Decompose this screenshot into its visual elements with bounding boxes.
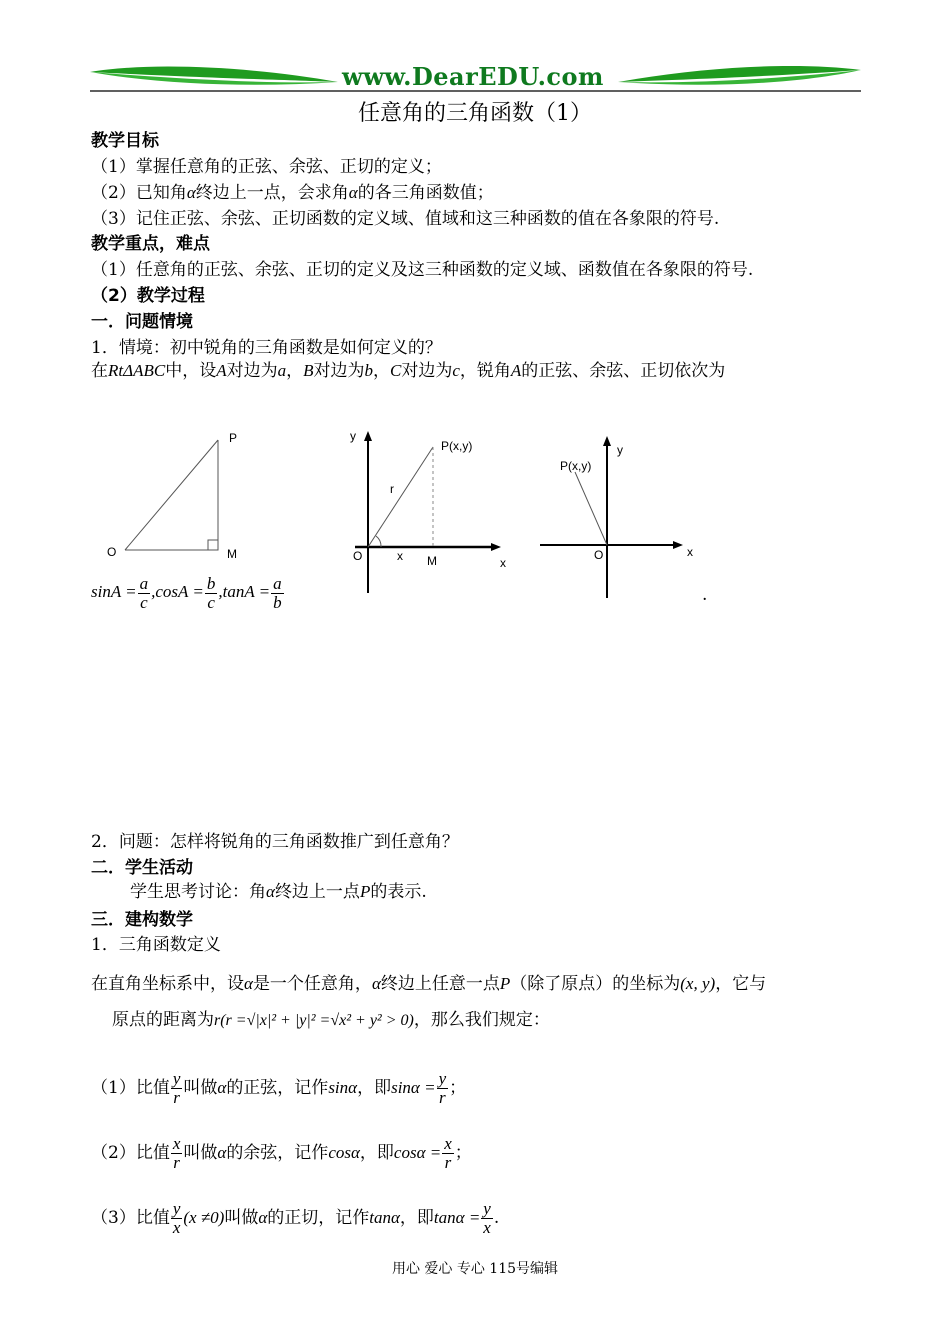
text: 终边上一点，会求角	[195, 183, 349, 203]
denominator: c	[140, 592, 148, 612]
section2-text	[130, 881, 427, 903]
label-O: O	[353, 549, 363, 563]
numerator: a	[139, 573, 149, 593]
var-C: C	[389, 361, 402, 380]
trailing-period: .	[702, 585, 708, 605]
label-P: P	[229, 431, 238, 445]
section1-q1: 1．情境：初中锐角的三角函数是如何定义的？	[91, 338, 442, 358]
alpha-symbol: α	[371, 974, 381, 993]
label-r: r	[390, 482, 394, 496]
section1-q2: 2．问题：怎样将锐角的三角函数推广到任意角？	[91, 832, 459, 852]
label-M: M	[427, 554, 437, 568]
text: 的表示.	[370, 882, 427, 902]
alpha-symbol: α	[266, 882, 275, 901]
tan-equation: tanα =	[433, 1208, 481, 1227]
var-c: c	[452, 361, 460, 380]
tan-definition	[91, 1198, 499, 1238]
label-x: x	[687, 545, 693, 559]
numerator: y	[172, 1199, 181, 1218]
text: （1）比值	[91, 1078, 170, 1098]
fraction	[271, 575, 284, 612]
var-P: P	[499, 974, 511, 993]
text: ，即	[359, 1143, 394, 1163]
text: 对边为	[401, 361, 453, 381]
numerator: y	[483, 1199, 491, 1218]
text: ，即	[357, 1078, 392, 1098]
figure-coordinate-q2	[535, 430, 708, 605]
text: 对边为	[226, 361, 278, 381]
text: 的正切，记作	[267, 1208, 370, 1228]
label-O: O	[107, 545, 117, 559]
denominator: b	[273, 592, 282, 612]
label-y: y	[617, 443, 623, 457]
alpha-symbol: α	[186, 183, 196, 202]
alpha-symbol: α	[348, 183, 358, 202]
section1-rt-line	[91, 360, 725, 382]
label-x-small: x	[397, 549, 403, 563]
sin-label: sinA =	[91, 582, 137, 601]
key-item-2: （2）教学过程	[91, 286, 205, 306]
text: .	[493, 1208, 500, 1228]
text: 的正弦，记作	[226, 1078, 329, 1098]
var-a: a	[277, 361, 287, 380]
text: ；	[454, 1143, 472, 1163]
sin-function: sinα	[328, 1078, 358, 1097]
text: （除了原点）的坐标为	[510, 974, 681, 994]
label-x: x	[500, 556, 506, 570]
text: （2）比值	[91, 1143, 170, 1163]
var-b: b	[364, 361, 373, 380]
text: 中，设	[165, 361, 217, 381]
text: 对边为	[313, 361, 365, 381]
denominator: r	[444, 1153, 452, 1172]
coord-xy: (x, y)	[680, 974, 716, 993]
fraction	[171, 1200, 183, 1237]
goals-item-2	[91, 182, 494, 204]
alpha-symbol: α	[258, 1208, 268, 1227]
denominator: r	[173, 1153, 180, 1172]
text: 终边上一点	[274, 882, 360, 902]
fraction	[171, 1070, 183, 1107]
numerator: b	[206, 573, 216, 593]
label-P: P(x,y)	[441, 439, 473, 453]
text: ，即	[399, 1208, 434, 1228]
text: ，锐角	[459, 361, 511, 381]
distance-line	[112, 1005, 550, 1036]
denominator: x	[483, 1218, 491, 1237]
key-heading: 教学重点，难点	[91, 234, 210, 254]
alpha-symbol: α	[217, 1078, 227, 1097]
fraction	[481, 1200, 493, 1237]
text: 在	[91, 361, 108, 381]
text: （2）已知角	[91, 183, 187, 203]
goals-item-3: （3）记住正弦、余弦、正切函数的定义域、值域和这三种函数的值在各象限的符号.	[91, 209, 720, 229]
var-A: A	[510, 361, 522, 380]
alpha-symbol: α	[244, 974, 253, 993]
label-O: O	[594, 548, 604, 562]
text: ，	[372, 361, 390, 381]
cos-function: cosα	[328, 1143, 360, 1162]
denominator: r	[173, 1088, 180, 1107]
alpha-symbol: α	[217, 1143, 227, 1162]
numerator: x	[172, 1134, 181, 1153]
tan-condition: (x ≠0)	[183, 1208, 225, 1227]
text: ，	[286, 361, 304, 381]
numerator: y	[438, 1069, 447, 1088]
text: 叫做	[183, 1143, 218, 1163]
var-A: A	[216, 361, 227, 380]
numerator: x	[444, 1134, 452, 1153]
denominator: c	[207, 592, 215, 612]
tan-function: tanα	[369, 1208, 400, 1227]
section1-heading: 一．问题情境	[91, 312, 193, 332]
figure-right-triangle	[100, 425, 260, 565]
text: ，那么我们规定：	[413, 1010, 550, 1030]
distance-formula: r(r =√|x|² + |y|² =√x² + y² > 0)	[214, 1012, 414, 1029]
acute-formulas	[91, 572, 285, 612]
page-title: 任意角的三角函数（1）	[358, 101, 592, 126]
section2-heading: 二．学生活动	[91, 858, 193, 878]
site-logo: www.DearEDU.com	[342, 62, 604, 91]
text: 的正弦、余弦、正切依次为	[521, 361, 726, 381]
denominator: x	[172, 1218, 181, 1237]
text: 学生思考讨论：角	[130, 882, 266, 902]
text: 的各三角函数值；	[357, 183, 494, 203]
var-P: P	[359, 882, 371, 901]
tan-label: ,tanA =	[218, 582, 271, 601]
cos-label: ,cosA =	[151, 582, 204, 601]
label-y: y	[350, 429, 356, 443]
text: 叫做	[183, 1078, 218, 1098]
text: （3）比值	[91, 1208, 170, 1228]
section3-heading: 三．建构数学	[91, 910, 193, 930]
fraction	[205, 575, 218, 612]
goals-item-1: （1）掌握任意角的正弦、余弦、正切的定义；	[91, 157, 442, 177]
goals-heading: 教学目标	[91, 131, 159, 151]
sin-definition	[91, 1068, 466, 1108]
text: ，它与	[715, 974, 767, 994]
numerator: a	[273, 573, 282, 593]
page-footer: 用心 爱心 专心 115号编辑	[391, 1261, 559, 1277]
key-item-1: （1）任意角的正弦、余弦、正切的定义及这三种函数的定义域、函数值在各象限的符号.	[91, 260, 754, 280]
text: 在直角坐标系中，设	[91, 974, 244, 994]
text: 叫做	[224, 1208, 259, 1228]
text: 终边上任意一点	[380, 974, 500, 994]
header-banner	[88, 58, 863, 98]
triangle-symbol: RtΔABC	[108, 361, 166, 380]
label-P: P(x,y)	[560, 459, 592, 473]
fraction	[138, 575, 151, 612]
text: 是一个任意角，	[252, 974, 372, 994]
text: ；	[449, 1078, 467, 1098]
section3-sub1: 1．三角函数定义	[91, 935, 221, 955]
label-M: M	[227, 547, 237, 561]
var-B: B	[303, 361, 314, 380]
fraction	[442, 1135, 454, 1172]
sin-equation: sinα =	[391, 1078, 436, 1097]
fraction	[171, 1135, 183, 1172]
text: 原点的距离为	[112, 1010, 214, 1030]
cos-definition	[91, 1133, 472, 1173]
text: 的余弦，记作	[226, 1143, 329, 1163]
cos-equation: cosα =	[393, 1143, 442, 1162]
figure-coordinate-q1	[345, 425, 520, 600]
definition-line	[91, 973, 766, 995]
numerator: y	[172, 1069, 181, 1088]
fraction	[437, 1070, 449, 1107]
denominator: r	[439, 1088, 446, 1107]
